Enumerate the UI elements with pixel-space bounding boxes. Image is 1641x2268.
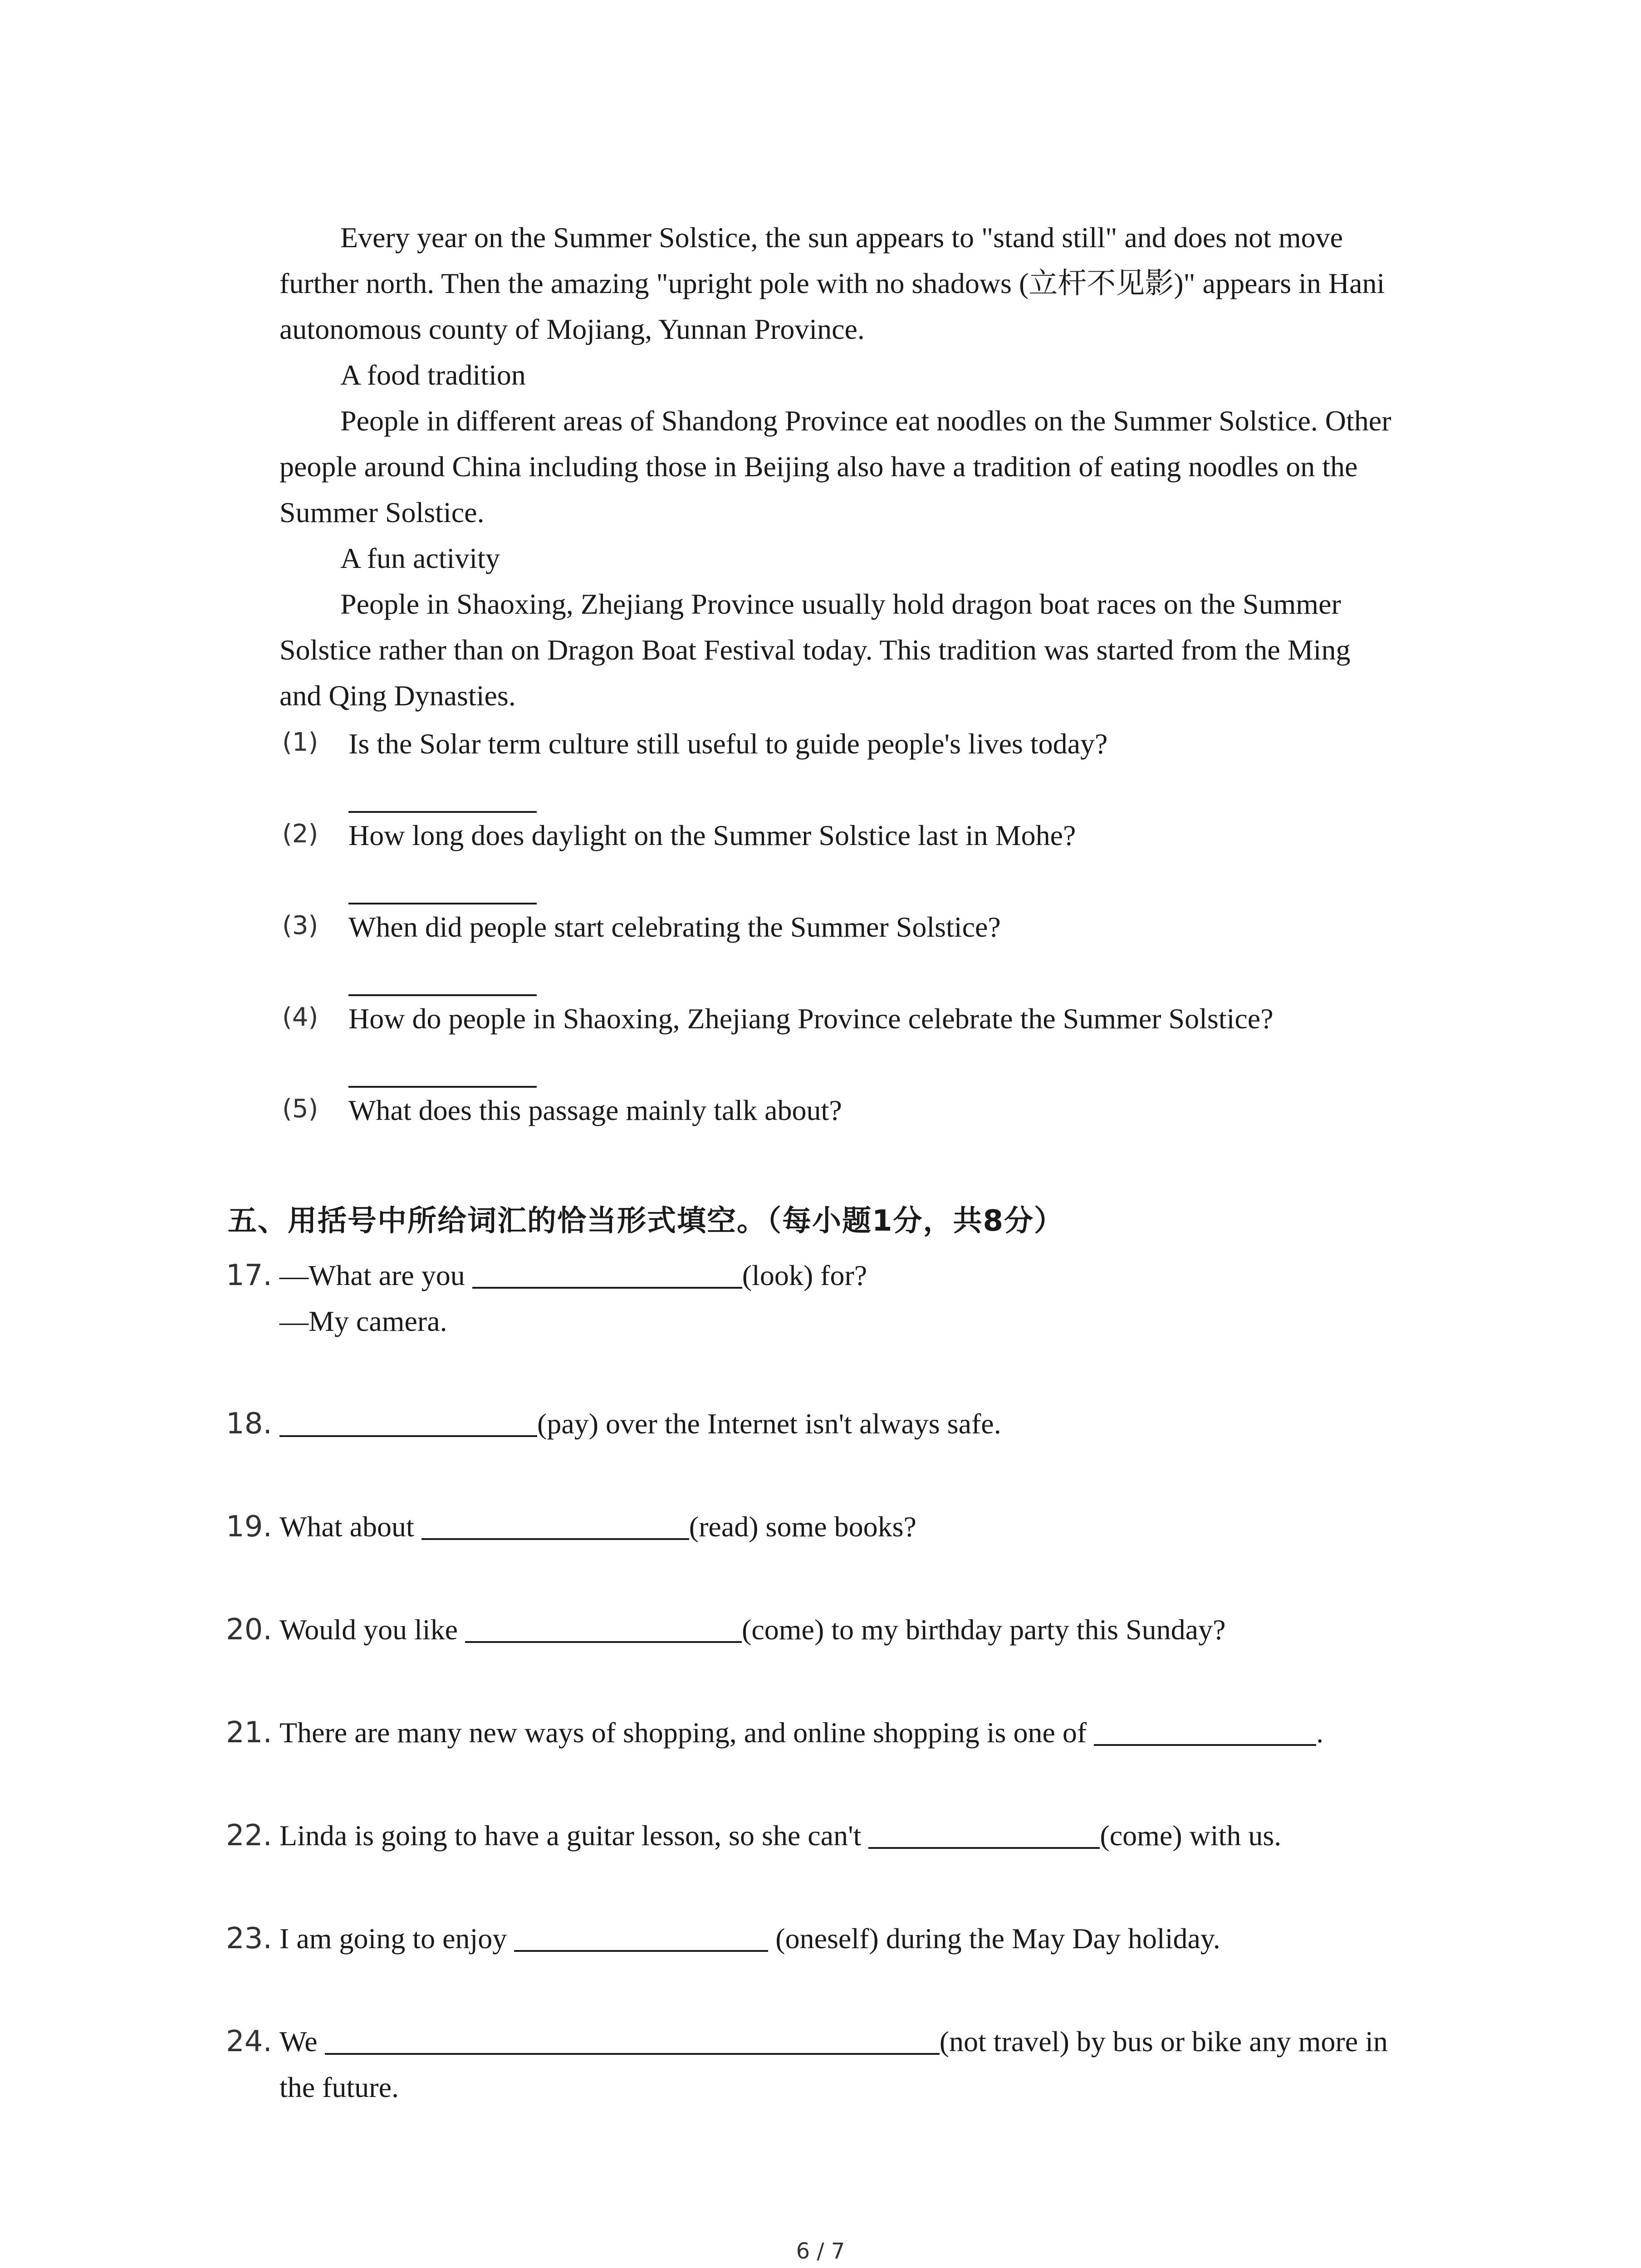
answer-blank[interactable] bbox=[421, 1511, 689, 1540]
answer-line[interactable] bbox=[348, 994, 537, 996]
item-number: 22. bbox=[226, 1819, 272, 1853]
fill-in-item bbox=[279, 1716, 1323, 1750]
question-number: (2) bbox=[282, 819, 318, 849]
fill-in-item bbox=[279, 1819, 1281, 1853]
question-text: What does this passage mainly talk about? bbox=[348, 1094, 842, 1126]
item-text-after: (pay) over the Internet isn't always safe. bbox=[537, 1408, 1001, 1440]
item-number: 23. bbox=[226, 1922, 272, 1955]
item-text-before: What about bbox=[279, 1510, 421, 1543]
question-text: When did people start celebrating the Summer Solstice? bbox=[348, 911, 1001, 943]
item-text-before: There are many new ways of shopping, and online shopping is one of bbox=[279, 1716, 1094, 1749]
item-text-after: (come) to my birthday party this Sunday? bbox=[742, 1613, 1226, 1646]
passage-line: people around China including those in Beijing also have a tradition of eating noodles on the bbox=[279, 450, 1358, 483]
fill-in-item bbox=[279, 1407, 1001, 1441]
answer-blank[interactable] bbox=[1094, 1717, 1316, 1746]
section-heading: 五、用括号中所给词汇的恰当形式填空。（每小题1分，共8分） bbox=[228, 1204, 1064, 1238]
question-text: How long does daylight on the Summer Solstice last in Mohe? bbox=[348, 819, 1076, 851]
item-text-before: We bbox=[279, 2025, 325, 2058]
question-number: (4) bbox=[282, 1002, 318, 1032]
item-number: 20. bbox=[226, 1613, 272, 1647]
item-line-2: the future. bbox=[279, 2071, 399, 2103]
item-text-before: —What are you bbox=[279, 1259, 472, 1291]
passage-line: People in Shaoxing, Zhejiang Province usually hold dragon boat races on the Summer bbox=[340, 588, 1341, 620]
fill-in-item bbox=[279, 1259, 867, 1292]
passage-line: and Qing Dynasties. bbox=[279, 679, 516, 712]
item-text-before: Linda is going to have a guitar lesson, so she can't bbox=[279, 1819, 869, 1852]
item-number: 17. bbox=[226, 1259, 272, 1292]
answer-blank[interactable] bbox=[472, 1260, 742, 1289]
fill-in-item bbox=[279, 1613, 1225, 1647]
item-text-before: I am going to enjoy bbox=[279, 1922, 514, 1955]
item-number: 21. bbox=[226, 1716, 272, 1750]
answer-blank[interactable] bbox=[514, 1923, 768, 1952]
question-number: (5) bbox=[282, 1094, 318, 1124]
item-text-after: . bbox=[1316, 1716, 1324, 1749]
passage-line: Every year on the Summer Solstice, the sun appears to "stand still" and does not move bbox=[340, 221, 1343, 254]
question-text: Is the Solar term culture still useful to guide people's lives today? bbox=[348, 728, 1108, 760]
passage-line: People in different areas of Shandong Province eat noodles on the Summer Solstice. Other bbox=[340, 405, 1391, 437]
fill-in-item bbox=[279, 1922, 1220, 1955]
item-number: 19. bbox=[226, 1510, 272, 1544]
answer-line[interactable] bbox=[348, 811, 537, 813]
passage-line: autonomous county of Mojiang, Yunnan Province. bbox=[279, 313, 865, 345]
answer-blank[interactable] bbox=[465, 1614, 742, 1643]
fill-in-item bbox=[279, 1510, 916, 1544]
answer-blank[interactable] bbox=[279, 1408, 537, 1437]
passage-line: Summer Solstice. bbox=[279, 496, 485, 528]
answer-line[interactable] bbox=[348, 903, 537, 904]
passage-subheading: A food tradition bbox=[340, 359, 526, 391]
item-number: 18. bbox=[226, 1407, 272, 1441]
item-text-after: (not travel) by bus or bike any more in bbox=[939, 2025, 1388, 2058]
passage-subheading: A fun activity bbox=[340, 542, 500, 574]
question-number: (3) bbox=[282, 911, 318, 940]
answer-line[interactable] bbox=[348, 1086, 537, 1088]
answer-blank[interactable] bbox=[325, 2026, 940, 2055]
page-number: 6 / 7 bbox=[796, 2239, 845, 2264]
fill-in-item bbox=[279, 2025, 1388, 2058]
question-number: (1) bbox=[282, 728, 318, 757]
passage-line: further north. Then the amazing "upright pole with no shadows (立杆不见影)" appears in Hani bbox=[279, 267, 1385, 299]
item-text-before: Would you like bbox=[279, 1613, 465, 1646]
passage-line: Solstice rather than on Dragon Boat Festival today. This tradition was started from the Ming bbox=[279, 634, 1351, 666]
question-text: How do people in Shaoxing, Zhejiang Province celebrate the Summer Solstice? bbox=[348, 1002, 1274, 1035]
item-text-after: (oneself) during the May Day holiday. bbox=[768, 1922, 1220, 1955]
answer-blank[interactable] bbox=[868, 1820, 1100, 1849]
item-text-after: (read) some books? bbox=[689, 1510, 916, 1543]
item-text-after: (look) for? bbox=[742, 1259, 867, 1291]
item-text-after: (come) with us. bbox=[1100, 1819, 1282, 1852]
item-number: 24. bbox=[226, 2025, 272, 2058]
item-line-2: —My camera. bbox=[279, 1305, 447, 1337]
